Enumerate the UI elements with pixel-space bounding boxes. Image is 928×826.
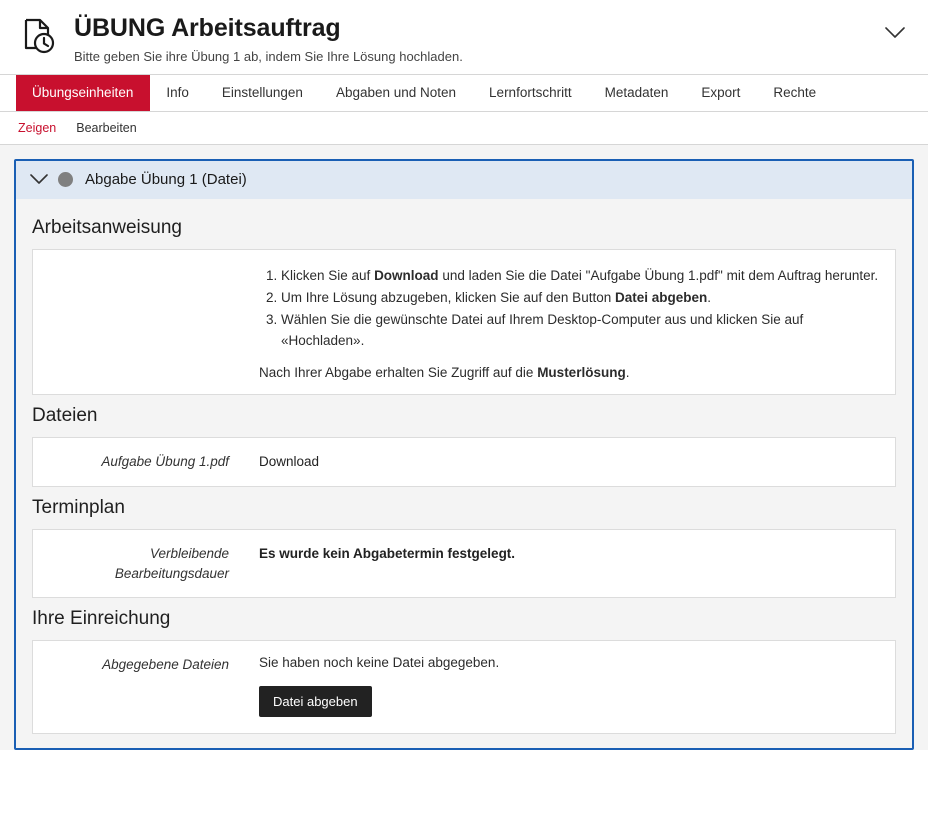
instruction-3-prefix: Wählen Sie die gewünschte Datei auf Ihrem Desktop-Computer aus und klicken Sie auf «Hochladen».: [281, 312, 804, 348]
chevron-down-icon[interactable]: [878, 16, 912, 50]
section-title-arbeitsanweisung: Arbeitsanweisung: [32, 216, 182, 238]
page-title: ÜBUNG Arbeitsauftrag: [74, 14, 341, 42]
submission-content: [243, 641, 895, 733]
tab-info[interactable]: Info: [166, 85, 189, 101]
instruction-2-prefix: Um Ihre Lösung abzugeben, klicken Sie auf den Button: [281, 290, 615, 305]
submit-file-button[interactable]: Datei abgeben: [259, 686, 372, 717]
instruction-2-bold: Datei abgeben: [614, 290, 708, 305]
tab-uebungseinheiten[interactable]: Übungseinheiten: [16, 75, 150, 111]
file-download-cell: [243, 438, 895, 486]
tab-export[interactable]: Export: [701, 85, 741, 101]
instruction-1-suffix: und laden Sie die Datei "Aufgabe Übung 1.pdf" mit dem Auftrag herunter.: [438, 267, 879, 283]
document-clock-icon: [16, 14, 60, 58]
instructions-card-spacer: [33, 250, 243, 394]
sub-tabbar: [0, 112, 928, 145]
status-dot-icon: [58, 172, 73, 187]
instruction-2-suffix: .: [707, 290, 712, 305]
tab-einstellungen[interactable]: Einstellungen: [221, 85, 303, 101]
content-area: [0, 145, 928, 750]
assignment-panel-title: Abgabe Übung 1 (Datei): [85, 171, 247, 189]
subtab-bearbeiten[interactable]: Bearbeiten: [76, 120, 137, 135]
instructions-list: [273, 266, 881, 351]
footnote-prefix: Nach Ihrer Abgabe erhalten Sie Zugriff auf die: [259, 364, 538, 380]
footnote-bold: Musterlösung: [537, 364, 626, 380]
tab-metadaten[interactable]: Metadaten: [604, 85, 669, 101]
bottom-spacer: [32, 734, 896, 748]
submission-status-text: Sie haben noch keine Datei abgegeben.: [259, 655, 500, 671]
tab-lernfortschritt[interactable]: Lernfortschritt: [489, 85, 572, 101]
remaining-time-label: Verbleibende Bearbeitungsdauer: [114, 546, 229, 581]
section-title-dateien: Dateien: [32, 404, 98, 426]
page-subtitle: Bitte geben Sie ihre Übung 1 ab, indem Sie Ihre Lösung hochladen.: [74, 48, 463, 64]
footnote-suffix: .: [625, 364, 630, 380]
tab-rechte[interactable]: Rechte: [773, 85, 817, 101]
subtab-zeigen[interactable]: Zeigen: [18, 120, 57, 135]
assignment-panel-body: [16, 199, 912, 748]
instruction-1-bold: Download: [374, 267, 439, 283]
instruction-1-prefix: Klicken Sie auf: [281, 267, 375, 283]
chevron-down-icon[interactable]: [28, 169, 50, 191]
instructions-content: [243, 250, 895, 394]
page-header: [0, 0, 928, 74]
list-item: [281, 310, 881, 351]
section-title-ihre-einreichung: Ihre Einreichung: [32, 608, 171, 630]
submission-card: [32, 640, 896, 734]
section-title-terminplan: Terminplan: [32, 497, 125, 518]
instructions-footnote: [259, 365, 881, 380]
list-item: [281, 288, 881, 308]
instructions-card: [32, 249, 896, 395]
assignment-panel: [14, 159, 914, 750]
list-item: [281, 266, 881, 286]
download-link[interactable]: Download: [259, 453, 320, 469]
tab-abgaben-und-noten[interactable]: Abgaben und Noten: [335, 85, 457, 101]
assignment-panel-header[interactable]: [16, 161, 912, 199]
file-name-label: Aufgabe Übung 1.pdf: [101, 453, 229, 469]
header-text-block: [74, 14, 878, 64]
schedule-card: [32, 529, 896, 598]
remaining-time-value: [243, 530, 895, 597]
files-card: [32, 437, 896, 487]
submitted-files-label: Abgegebene Dateien: [102, 657, 229, 673]
main-tabbar: [0, 74, 928, 112]
deadline-text: Es wurde kein Abgabetermin festgelegt.: [259, 546, 516, 561]
